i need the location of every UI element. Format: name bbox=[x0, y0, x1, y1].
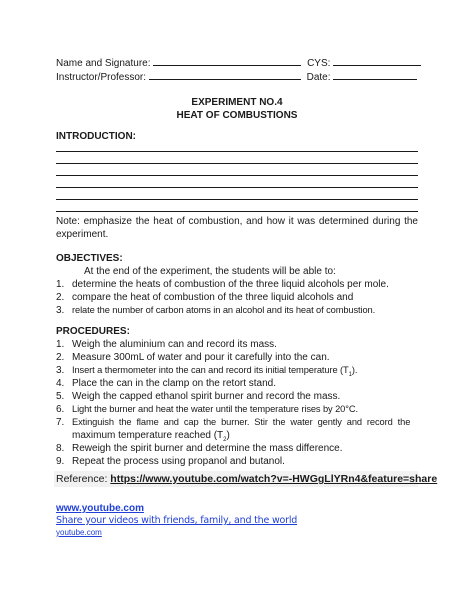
list-number: 4. bbox=[56, 378, 65, 389]
youtube-domain-link[interactable]: youtube.com bbox=[56, 528, 102, 537]
experiment-title: HEAT OF COMBUSTIONS bbox=[176, 110, 298, 121]
list-number: 2. bbox=[56, 352, 65, 363]
list-number: 1. bbox=[56, 279, 65, 290]
list-number: 5. bbox=[56, 391, 65, 402]
list-number: 8. bbox=[56, 443, 65, 454]
name-signature-blank bbox=[153, 55, 301, 66]
youtube-tagline-link[interactable]: Share your videos with friends, family, and the world bbox=[56, 515, 298, 526]
list-number: 1. bbox=[56, 339, 65, 350]
list-number: 9. bbox=[56, 456, 65, 467]
answer-line bbox=[56, 199, 418, 200]
procedure-text: Reweigh the spirit burner and determine the mass difference. bbox=[72, 443, 343, 454]
objectives-intro: At the end of the experiment, the students will be able to: bbox=[84, 266, 336, 277]
answer-line bbox=[56, 187, 418, 188]
cys-label: CYS: bbox=[307, 58, 331, 69]
reference-link[interactable]: https://www.youtube.com/watch?v=-HWGgLlYRn4&feature=share bbox=[110, 473, 438, 485]
reference-row bbox=[56, 473, 437, 486]
procedure-text: Light the burner and heat the water until the temperature rises by 20°C. bbox=[72, 404, 358, 414]
objective-text: relate the number of carbon atoms in an alcohol and its heat of combustion. bbox=[72, 305, 376, 315]
instructor-label: Instructor/Professor: bbox=[56, 72, 147, 83]
date-label: Date: bbox=[306, 72, 331, 83]
objectives-heading: OBJECTIVES: bbox=[56, 253, 123, 264]
experiment-number: EXPERIMENT NO.4 bbox=[191, 97, 283, 108]
objective-text: compare the heat of combustion of the three liquid alcohols and bbox=[72, 292, 354, 303]
answer-line bbox=[56, 175, 418, 176]
procedures-heading: PROCEDURES: bbox=[56, 326, 130, 337]
objective-text: determine the heats of combustion of the three liquid alcohols per mole. bbox=[72, 279, 389, 290]
list-number: 2. bbox=[56, 292, 65, 303]
answer-line bbox=[56, 163, 418, 164]
note-line-1: Note: emphasize the heat of combustion, and how it was determined during the bbox=[56, 216, 418, 227]
procedure-text: Repeat the process using propanol and butanol. bbox=[72, 456, 285, 467]
procedure-text-main: Insert a thermometer into the can and record its initial temperature (T bbox=[72, 365, 349, 375]
instructor-blank bbox=[149, 69, 301, 80]
procedure-text-end: ) bbox=[226, 430, 230, 441]
note-line-2: experiment. bbox=[56, 229, 109, 240]
answer-line bbox=[56, 151, 418, 152]
procedure-text-end: ). bbox=[351, 365, 358, 375]
name-signature-label: Name and Signature: bbox=[56, 58, 151, 69]
procedure-text: Measure 300mL of water and pour it carefully into the can. bbox=[72, 352, 330, 363]
instructor-row bbox=[56, 69, 417, 84]
list-number: 6. bbox=[56, 404, 65, 415]
list-number: 7. bbox=[56, 417, 65, 428]
name-signature-row bbox=[56, 55, 421, 70]
youtube-site-link[interactable]: www.youtube.com bbox=[56, 503, 144, 514]
list-number: 3. bbox=[56, 305, 65, 316]
procedure-text: Place the can in the clamp on the retort stand. bbox=[72, 378, 277, 389]
list-number: 3. bbox=[56, 365, 65, 376]
answer-line bbox=[56, 211, 418, 212]
introduction-heading: INTRODUCTION: bbox=[56, 131, 136, 142]
cys-blank bbox=[333, 55, 421, 66]
procedure-text: Weigh the capped ethanol spirit burner and record the mass. bbox=[72, 391, 341, 402]
procedure-text: Extinguish the flame and cap the burner. Stir the water gently and record the bbox=[72, 417, 411, 427]
date-blank bbox=[333, 69, 417, 80]
reference-label: Reference: bbox=[56, 473, 108, 485]
procedure-text: Weigh the aluminium can and record its mass. bbox=[72, 339, 277, 350]
subscript: 2 bbox=[223, 437, 227, 443]
subscript: 1 bbox=[348, 371, 352, 378]
procedure-text-main: maximum temperature reached (T bbox=[72, 430, 224, 441]
